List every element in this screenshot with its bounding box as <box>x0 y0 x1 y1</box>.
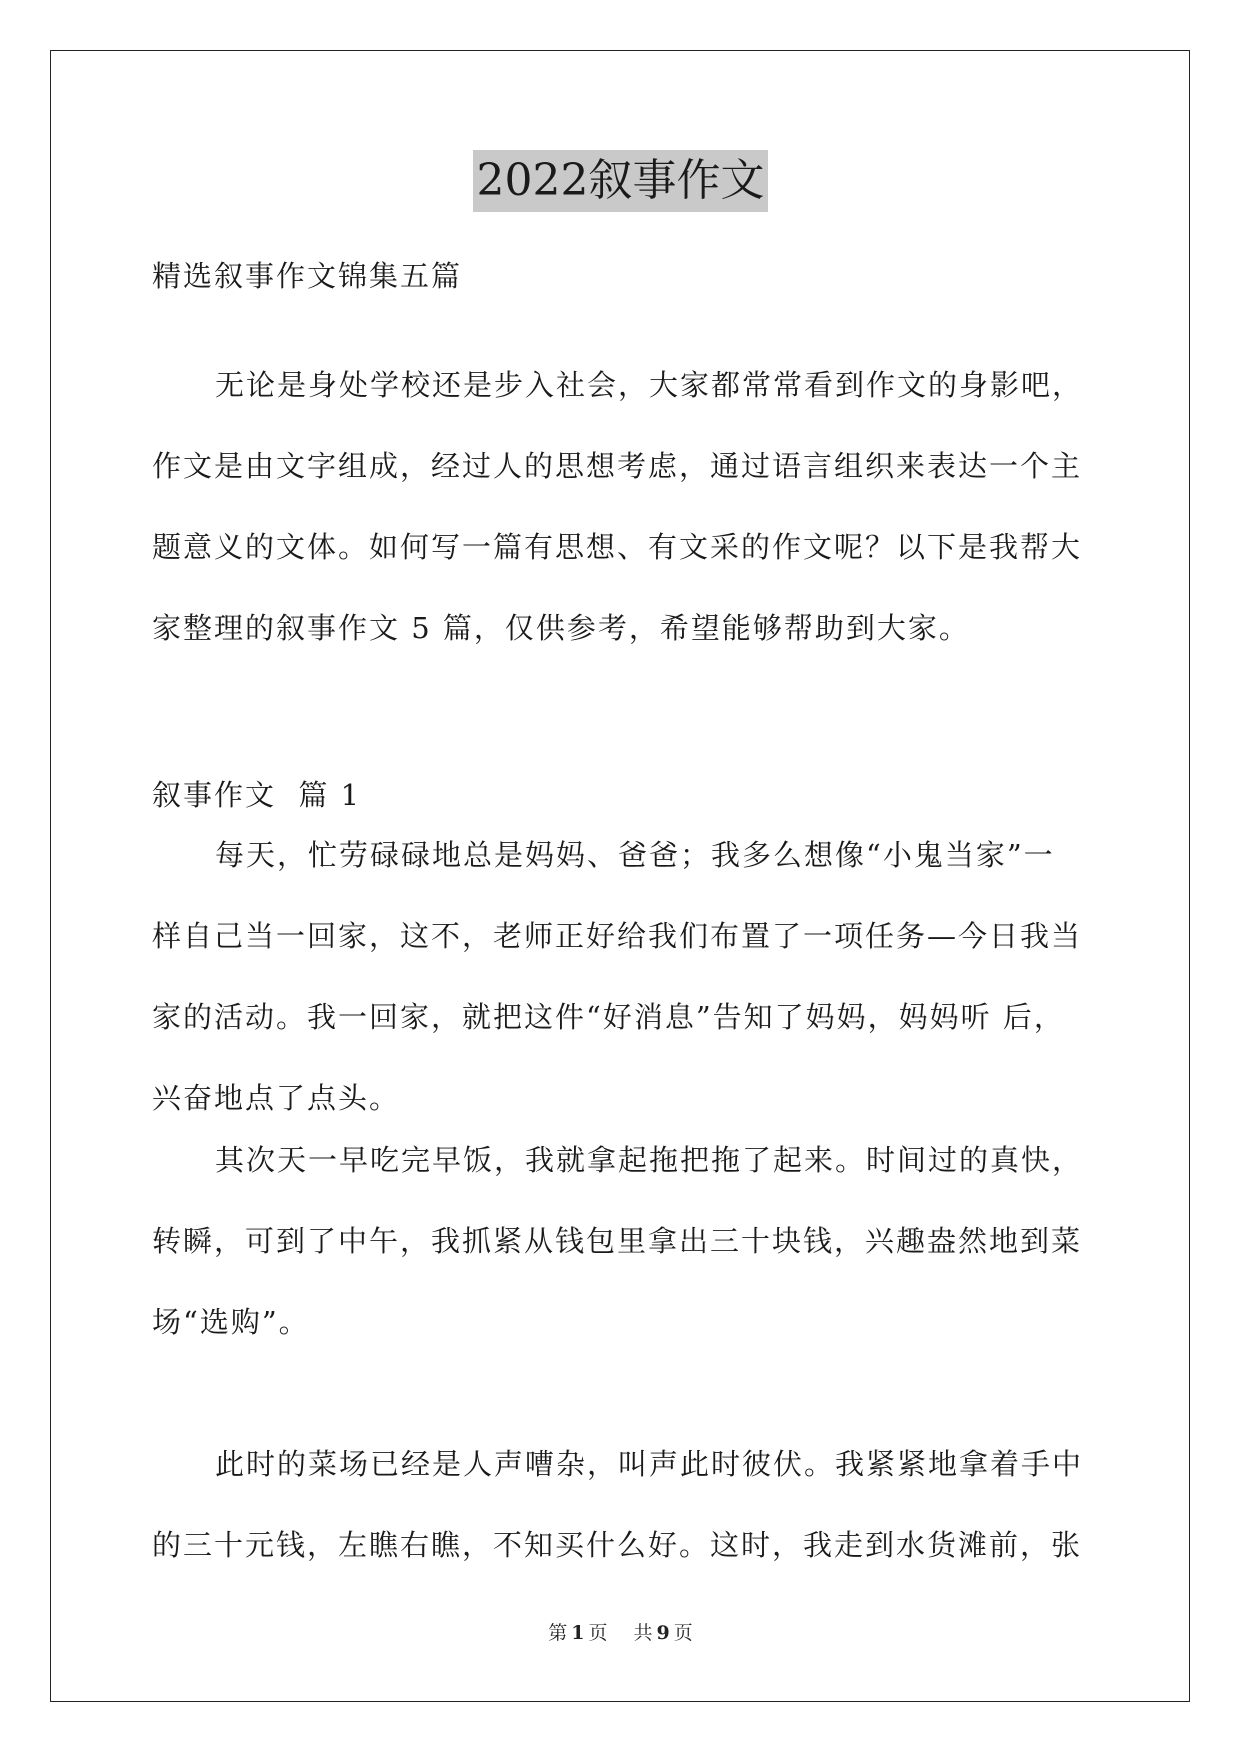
subtitle-text: 精选叙事作文锦集五篇 <box>152 259 463 293</box>
paragraph-line: 作文是由文字组成，经过人的思想考虑，通过语言组织来表达一个主 <box>152 449 1083 483</box>
page-suffix: 页 <box>588 1622 608 1644</box>
intro-paragraph <box>152 345 1092 669</box>
paragraph-line: 此时的菜场已经是人声嘈杂，叫声此时彼伏。我紧紧地拿着手中 <box>215 1447 1084 1481</box>
paragraph-line: 样自己当一回家，这不，老师正好给我们布置了一项任务—今日我当 <box>152 919 1083 953</box>
page-prefix: 第 <box>548 1622 568 1644</box>
paragraph-line: 每天，忙劳碌碌地总是妈妈、爸爸；我多么想像“小鬼当家”一 <box>215 838 1055 872</box>
document-title: 2022叙事作文 <box>473 150 769 212</box>
page-footer <box>0 1618 1241 1645</box>
paragraph-line: 无论是身处学校还是步入社会，大家都常常看到作文的身影吧， <box>215 368 1084 402</box>
paragraph-line: 家的活动。我一回家，就把这件“好消息”告知了妈妈，妈妈听 后， <box>152 1000 1065 1034</box>
essay-paragraph-2 <box>152 1120 1092 1363</box>
section-heading-text: 叙事作文 篇 1 <box>152 778 362 812</box>
document-subtitle <box>152 236 1092 317</box>
current-page-number: 1 <box>571 1622 585 1644</box>
paragraph-line: 的三十元钱，左瞧右瞧，不知买什么好。这时，我走到水货滩前，张 <box>152 1528 1083 1562</box>
paragraph-line: 家整理的叙事作文 5 篇，仅供参考，希望能够帮助到大家。 <box>152 611 970 645</box>
paragraph-line: 转瞬，可到了中午，我抓紧从钱包里拿出三十块钱，兴趣盎然地到菜 <box>152 1224 1083 1258</box>
essay-paragraph-1 <box>152 815 1092 1139</box>
paragraph-line: 兴奋地点了点头。 <box>152 1081 401 1115</box>
paragraph-line: 题意义的文体。如何写一篇有思想、有文采的作文呢？以下是我帮大 <box>152 530 1083 564</box>
total-pages-number: 9 <box>656 1622 670 1644</box>
essay-paragraph-3 <box>152 1424 1092 1586</box>
total-prefix: 共 <box>633 1622 653 1644</box>
paragraph-line: 其次天一早吃完早饭，我就拿起拖把拖了起来。时间过的真快， <box>215 1143 1084 1177</box>
paragraph-line: 场“选购”。 <box>152 1305 310 1339</box>
total-suffix: 页 <box>673 1622 693 1644</box>
title-container <box>0 150 1241 212</box>
